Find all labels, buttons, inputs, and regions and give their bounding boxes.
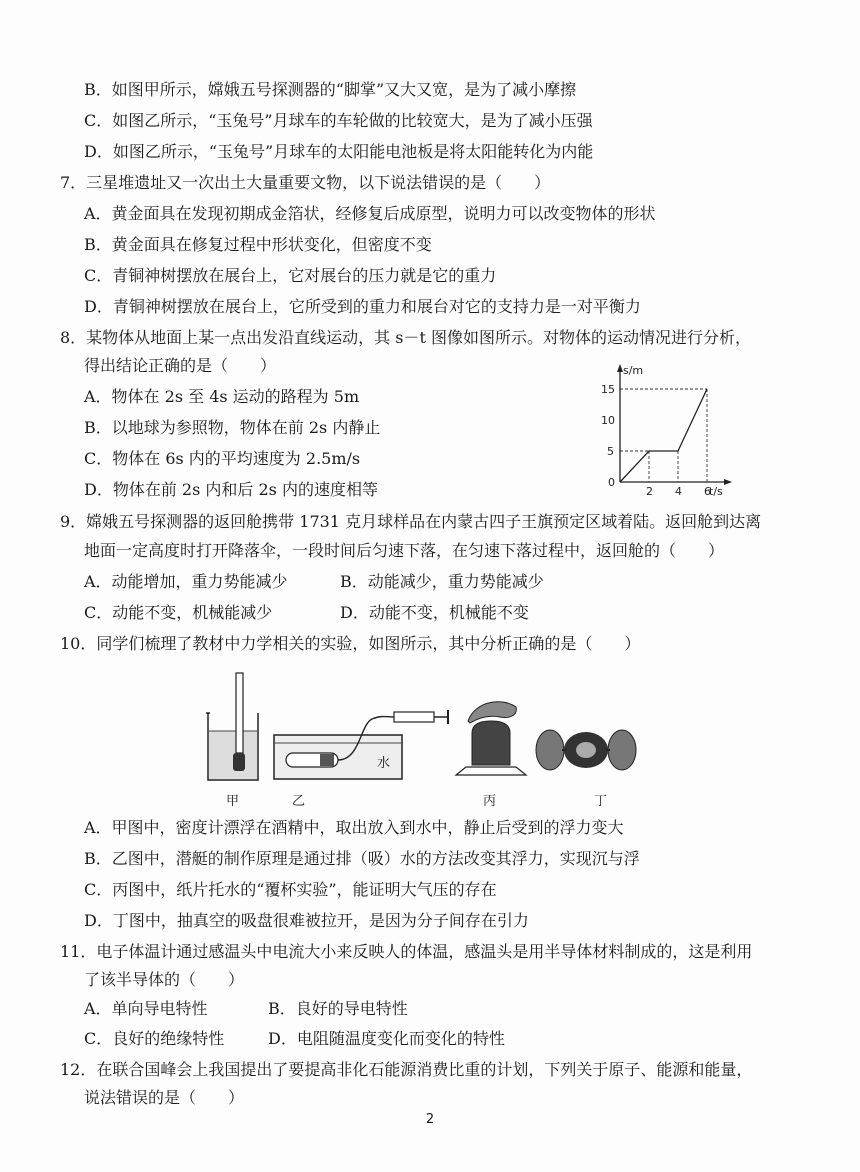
fig-label-bing: 丙	[483, 794, 497, 809]
origin-label: 0	[608, 476, 615, 489]
y-tick-label: 5	[607, 445, 614, 458]
y-axis-label: s/m	[623, 364, 644, 377]
q9-option-b: B．动能减少，重力势能减少	[340, 572, 544, 591]
q9-option-a: A．动能增加，重力势能减少	[84, 572, 288, 591]
q7-option-a: A．黄金面具在发现初期成金箔状，经修复后成原型，说明力可以改变物体的形状	[84, 204, 656, 223]
q7-stem: 7．三星堆遗址又一次出土大量重要文物，以下说法错误的是（ ）	[60, 173, 551, 192]
q11-option-d: D．电阻随温度变化而变化的特性	[268, 1029, 505, 1048]
q8-option-d: D．物体在前 2s 内和后 2s 内的速度相等	[84, 480, 378, 499]
q10-option-b: B．乙图中，潜艇的制作原理是通过排（吸）水的方法改变其浮力，实现沉与浮	[84, 849, 640, 868]
series-line	[620, 389, 707, 482]
hydrometer-beaker-figure	[206, 673, 258, 780]
x-axis-label: t/s	[709, 485, 723, 498]
q8-stem-line1: 8．某物体从地面上某一点出发沿直线运动，其 s－t 图像如图所示。对物体的运动情况进行分析，	[60, 328, 751, 347]
x-tick-label: 2	[646, 485, 653, 498]
q11-stem-line2: 了该半导体的（ ）	[84, 970, 245, 989]
q12-stem-line1: 12．在联合国峰会上我国提出了要提高非化石能源消费比重的计划，下列关于原子、能源和能量，	[60, 1060, 753, 1079]
q8-option-a: A．物体在 2s 至 4s 运动的路程为 5m	[84, 387, 360, 406]
q9-option-c: C．动能不变，机械能减少	[84, 603, 273, 622]
page-number: 2	[425, 1112, 435, 1127]
q6-option-c: C．如图乙所示，“玉兔号”月球车的车轮做的比较宽大，是为了减小压强	[84, 111, 593, 130]
q12-stem-line2: 说法错误的是（ ）	[84, 1088, 245, 1107]
water-label: 水	[377, 756, 391, 771]
q10-option-a: A．甲图中，密度计漂浮在酒精中，取出放入到水中，静止后受到的浮力变大	[84, 818, 624, 837]
q6-option-d: D．如图乙所示，“玉兔号”月球车的太阳能电池板是将太阳能转化为内能	[84, 142, 594, 161]
q9-option-d: D．动能不变，机械能不变	[340, 603, 529, 622]
q6-option-b: B．如图甲所示，嫦娥五号探测器的“脚掌”又大又宽，是为了减小摩擦	[84, 80, 577, 99]
x-axis-arrow	[724, 479, 732, 485]
fig-label-jia: 甲	[226, 794, 240, 809]
q8-stem-line2: 得出结论正确的是（ ）	[84, 356, 277, 375]
q10-option-c: C．丙图中，纸片托水的“覆杯实验”，能证明大气压的存在	[84, 880, 497, 899]
q7-option-b: B．黄金面具在修复过程中形状变化，但密度不变	[84, 235, 432, 254]
q11-option-b: B．良好的导电特性	[268, 999, 408, 1018]
q7-option-d: D．青铜神树摆放在展台上，它所受到的重力和展台对它的支持力是一对平衡力	[84, 297, 641, 316]
q8-option-c: C．物体在 6s 内的平均速度为 2.5m/s	[84, 449, 361, 468]
suction-cups-figure	[536, 730, 636, 770]
experiment-figures	[200, 665, 640, 790]
y-tick-label: 15	[601, 383, 615, 396]
q11-option-c: C．良好的绝缘特性	[84, 1029, 225, 1048]
q10-stem: 10．同学们梳理了教材中力学相关的实验，如图所示，其中分析正确的是（ ）	[60, 634, 641, 653]
fig-label-yi: 乙	[292, 794, 306, 809]
q9-stem-line1: 9．嫦娥五号探测器的返回舱携带 1731 克月球样品在内蒙古四子王旗预定区域着陆。返回舱到达离	[60, 512, 762, 531]
q8-option-b: B．以地球为参照物，物体在前 2s 内静止	[84, 418, 381, 437]
submarine-tank-figure	[274, 710, 448, 779]
q11-option-a: A．单向导电特性	[84, 999, 208, 1018]
x-tick-label: 4	[675, 485, 682, 498]
q9-stem-line2: 地面一定高度时打开降落伞，一段时间后匀速下落，在匀速下落过程中，返回舱的（ ）	[84, 541, 725, 560]
cup-experiment-figure	[456, 702, 526, 775]
q11-stem-line1: 11．电子体温计通过感温头中电流大小来反映人的体温，感温头是用半导体材料制成的，这是利用	[60, 942, 753, 961]
q10-option-d: D．丁图中，抽真空的吸盘很难被拉开，是因为分子间存在引力	[84, 911, 529, 930]
x-tick-label: 6	[704, 485, 711, 498]
y-tick-label: 10	[601, 414, 615, 427]
q7-option-c: C．青铜神树摆放在展台上，它对展台的压力就是它的重力	[84, 266, 497, 285]
st-chart	[596, 360, 736, 500]
fig-label-ding: 丁	[594, 794, 608, 809]
